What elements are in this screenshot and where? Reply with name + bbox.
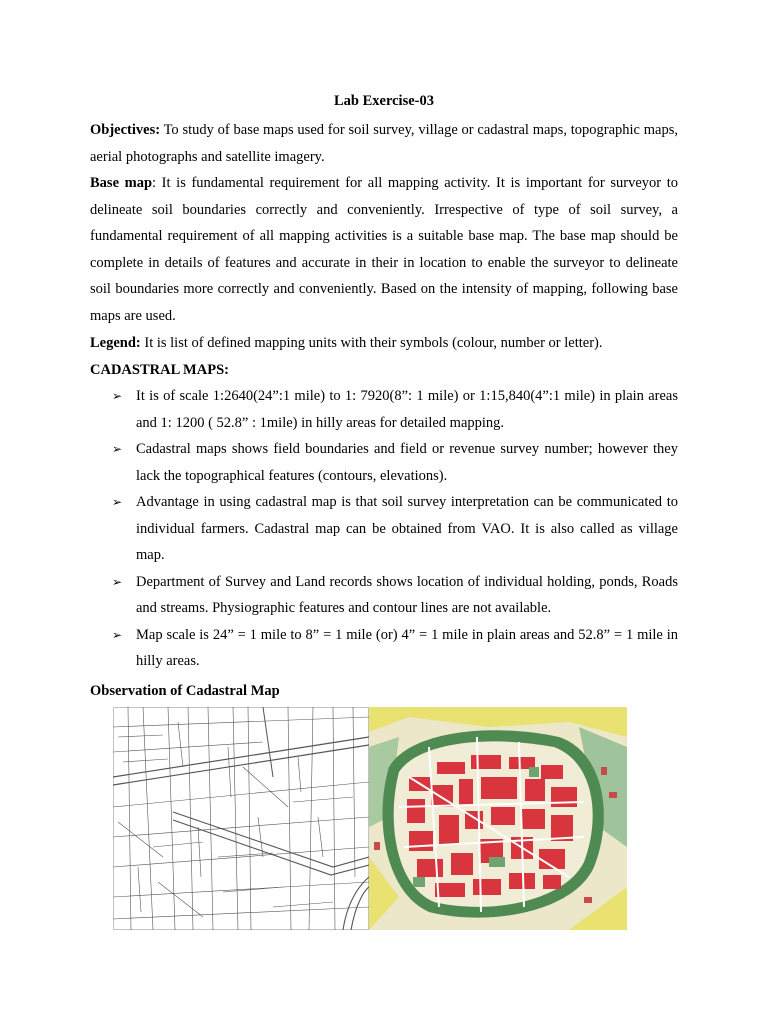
arrow-bullet-icon: ➢ <box>112 574 123 589</box>
arrow-bullet-icon: ➢ <box>112 627 123 642</box>
list-item <box>112 622 678 675</box>
cadastral-bullet-list <box>112 383 678 675</box>
list-item-text: Map scale is 24” = 1 mile to 8” = 1 mile (or) 4” = 1 mile in plain areas and 52.8” = 1 mile in hilly areas. <box>136 626 678 669</box>
list-item-text: Cadastral maps shows field boundaries and field or revenue survey number; however they lack the topographical features (contours, elevations). <box>136 441 678 484</box>
list-item-text: It is of scale 1:2640(24”:1 mile) to 1: 7920(8”: 1 mile) or 1:15,840(4”:1 mile) in plain areas and 1: 1200 ( 52.8” : 1mile) in hilly areas for detailed mapping. <box>136 388 678 431</box>
base-map-text: : It is fundamental requirement for all mapping activity. It is important for surveyor to delineate soil boundaries correctly and conveniently. Irrespective of type of soil survey, a fundamental requirement of all mapping activities is a suitable base map. The base map should be complete in details of features and accurate in their in location to enable the surveyor to delineate soil boundaries more correctly and conveniently. Based on the intensity of mapping, following base maps are used. <box>90 175 678 324</box>
cadastral-map-figures <box>113 707 627 930</box>
legend-label: Legend: <box>90 335 141 351</box>
arrow-bullet-icon: ➢ <box>112 442 123 456</box>
list-item <box>112 383 678 436</box>
base-map-label: Base map <box>90 175 153 191</box>
arrow-bullet-icon: ➢ <box>112 495 123 509</box>
town-cadastral-color-map-image <box>369 707 627 930</box>
list-item-text: Advantage in using cadastral map is that soil survey interpretation can be communicated to individual farmers. Cadastral map can be obtained from VAO. It is also called as village map. <box>136 494 678 563</box>
list-item <box>112 436 678 489</box>
page-title: Lab Exercise-03 <box>333 93 434 109</box>
cadastral-maps-heading: CADASTRAL MAPS: <box>90 362 229 378</box>
list-item <box>112 569 678 622</box>
objectives-text: To study of base maps used for soil survey, village or cadastral maps, topographic maps, aerial photographs and satellite imagery. <box>90 122 678 165</box>
arrow-bullet-icon: ➢ <box>112 389 123 403</box>
cadastral-line-map-image <box>113 707 369 930</box>
list-item-text: Department of Survey and Land records shows location of individual holding, ponds, Roads and streams. Physiographic features and contour lines are not available. <box>136 573 678 616</box>
objectives-paragraph <box>90 117 678 170</box>
legend-paragraph <box>90 330 678 357</box>
list-item <box>112 489 678 569</box>
legend-text: It is list of defined mapping units with their symbols (colour, number or letter). <box>140 335 603 351</box>
observation-heading: Observation of Cadastral Map <box>90 683 280 699</box>
objectives-label: Objectives: <box>90 122 161 138</box>
base-map-paragraph <box>90 170 678 329</box>
